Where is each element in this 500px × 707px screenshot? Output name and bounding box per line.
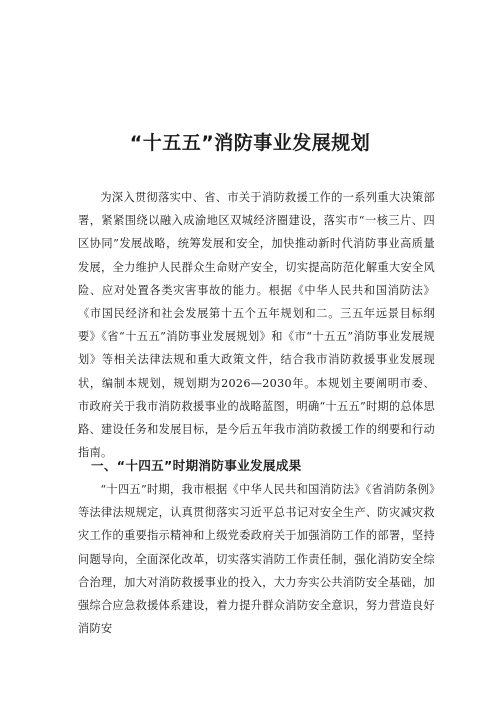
page-title: “十五五”消防事业发展规划 xyxy=(129,132,371,154)
intro-paragraph: 为深入贯彻落实中、省、市关于消防救援工作的一系列重大决策部署，紧紧围绕以融入成渝地区双城经济圈建设，落实市“一核三片、四区协同”发展战略，统筹发展和安全，加快推动新时代消防事业高质量发展，全力维护人民群众生命财产安全，切实提高防范化解重大安全风险、应对处置各类灾害事故的能力。根据《中华人民共和国消防法》《市国民经济和社会发展第十五个五年规划和二。三五年远景目标纲要》《省“十五五”消防事业发展规划》和《市“十五五”消防事业发展规划》等相关法律法规和重大政策文件，结合我市消防救援事业发展现状，编制本规划，规划期为2026—2030年。本规划主要阐明市委、市政府关于我市消防救援事业的战略蓝图，明确“十五五”时期的总体思路、建设任务和发展目标，是今后五年我市消防救援工作的纲要和行动指南。 xyxy=(78,191,435,460)
section-paragraph: “十四五”时期，我市根据《中华人民共和国消防法》《省消防条例》等法律法规规定，认真贯彻落实习近平总书记对安全生产、防灾减灾救灾工作的重要指示精神和上级党委政府关于加强消防工作的部署，坚持问题导向，全面深化改革，切实落实消防工作责任制，强化消防安全综合治理，加大对消防救援事业的投入，大力夯实公共消防安全基础，加强综合应急救援体系建设，着力提升群众消防安全意识，努力营造良好消防安 xyxy=(78,483,435,636)
section-heading: 一、“十四五”时期消防事业发展成果 xyxy=(91,458,302,473)
